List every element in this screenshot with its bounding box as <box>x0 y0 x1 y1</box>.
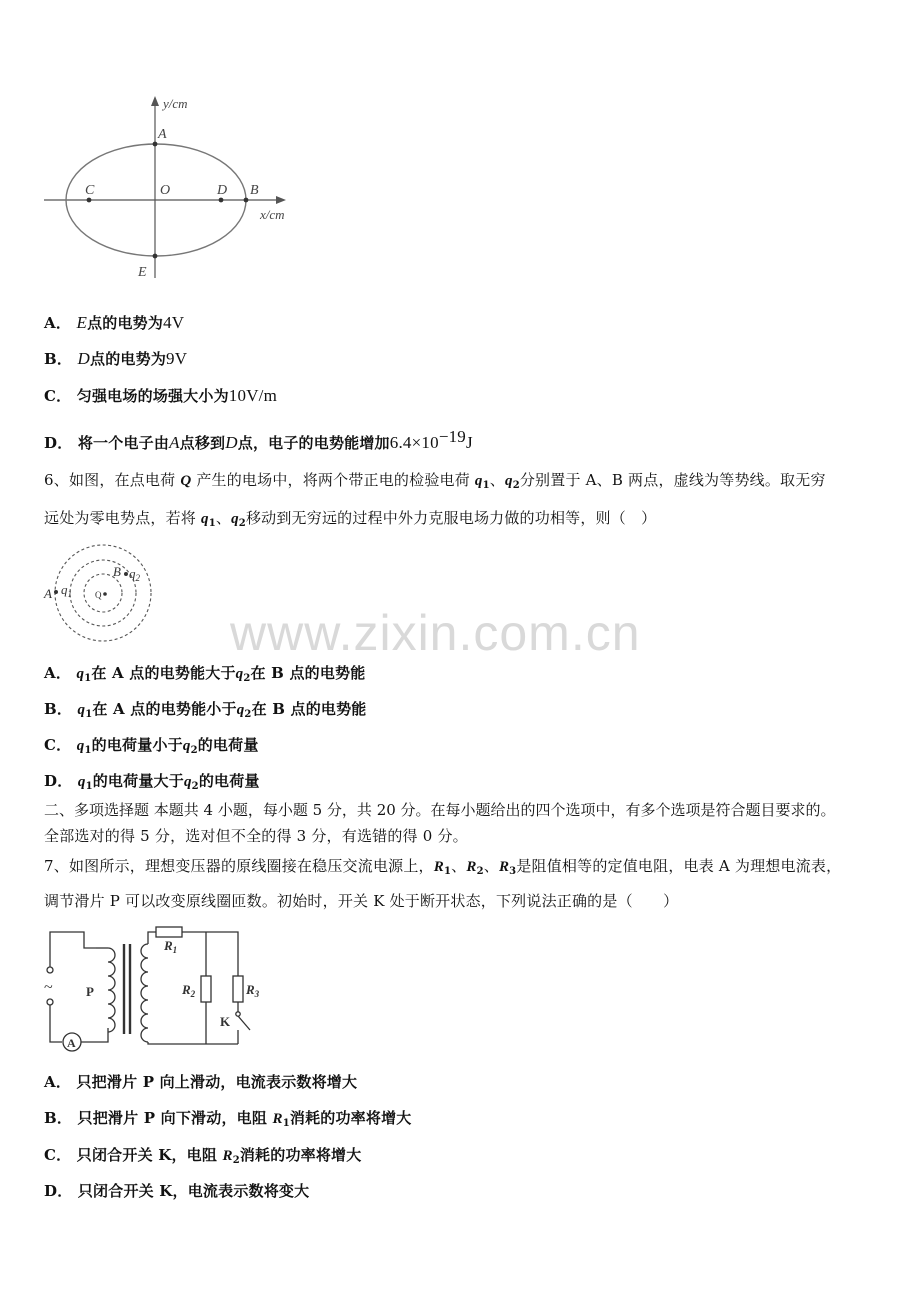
q5-option-a[interactable]: A． E点的电势为4V <box>44 313 185 332</box>
switch-k-contact <box>236 1012 240 1016</box>
switch-k-blade <box>238 1016 250 1030</box>
source-symbol: ~ <box>44 979 53 996</box>
fig-label-q2: $q_2$ <box>129 566 140 583</box>
ellipse-figure-svg <box>40 92 300 282</box>
fig-label-a: A <box>44 586 52 601</box>
transformer-circuit-svg <box>36 922 276 1058</box>
source-terminal-top <box>47 967 53 973</box>
label-d: D <box>217 183 228 198</box>
point-a-dot <box>54 590 58 594</box>
primary-wire-bottom <box>50 1005 62 1042</box>
label-o: O <box>160 183 171 198</box>
q7-option-b[interactable]: B． 只把滑片 P 向下滑动，电阻 $R_1$消耗的功率将增大 <box>44 1109 412 1129</box>
q6-option-c[interactable]: C． $q_1$的电荷量小于$q_2$的电荷量 <box>44 736 259 756</box>
section2-line2: 全部选对的得 5 分，选对但不全的得 3 分，有选错的得 0 分。 <box>44 827 468 845</box>
resistor-r1 <box>156 927 182 937</box>
point-a <box>153 142 158 147</box>
resistor-r2 <box>201 976 211 1002</box>
q6-stem-line1: 6、如图，在点电荷 Q 产生的电场中，将两个带正电的检验电荷 $q_1$、$q_2$分别置于 A、B 两点，虚线为等势线。取无穷 <box>44 471 826 491</box>
charge-q-dot <box>103 592 107 596</box>
equipotential-middle <box>70 560 136 626</box>
q7-stem-line2: 调节滑片 P 可以改变原线圈匝数。初始时，开关 K 处于断开状态，下列说法正确的是（ ） <box>44 892 679 910</box>
point-b-dot <box>124 572 128 576</box>
label-c: C <box>85 183 95 198</box>
fig-label-q: Q <box>95 590 102 600</box>
point-d <box>219 198 224 203</box>
point-b <box>244 198 249 203</box>
x-axis-label: x/cm <box>260 207 285 222</box>
point-e <box>153 254 158 259</box>
label-r2: $R_2$ <box>182 982 196 999</box>
q6-option-b[interactable]: B． $q_1$在 A 点的电势能小于$q_2$在 B 点的电势能 <box>44 700 367 720</box>
label-r3: $R_3$ <box>246 982 260 999</box>
fig-label-q1: $q_1$ <box>61 582 72 599</box>
secondary-wire-top-right <box>182 932 238 948</box>
q7-option-d[interactable]: D． 只闭合开关 K，电流表示数将变大 <box>44 1182 310 1200</box>
slider-label: P <box>86 984 94 999</box>
q5-option-c[interactable]: C． 匀强电场的场强大小为10V/m <box>44 386 278 405</box>
y-axis-arrow <box>151 96 159 106</box>
q7-stem-line1: 7、如图所示，理想变压器的原线圈接在稳压交流电源上，$R_1$、$R_2$、$R_3$是阻值相等的定值电阻，电表 A 为理想电流表， <box>44 857 842 877</box>
q6-stem-line2: 远处为零电势点，若将 $q_1$、$q_2$移动到无穷远的过程中外力克服电场力做的功相等，则（ ） <box>44 509 657 529</box>
section2-line1: 二、多项选择题 本题共 4 小题，每小题 5 分，共 20 分。在每小题给出的四个选项中，有多个选项是符合题目要求的。 <box>44 801 836 819</box>
secondary-wire-top <box>148 932 156 944</box>
x-axis-arrow <box>276 196 286 204</box>
label-a: A <box>158 127 167 142</box>
q5-option-d[interactable]: D． 将一个电子由A点移到D点，电子的电势能增加$6.4\times 10^{-19}J$ <box>44 427 473 452</box>
primary-coil <box>108 948 115 1032</box>
q6-option-d[interactable]: D． $q_1$的电荷量大于$q_2$的电荷量 <box>44 772 260 792</box>
equipotential-inner <box>84 574 122 612</box>
q7-option-a[interactable]: A． 只把滑片 P 向上滑动，电流表示数将增大 <box>44 1073 358 1091</box>
secondary-wire-bottom <box>148 1042 238 1044</box>
transformer-circuit-figure <box>36 922 276 1058</box>
equipotential-figure <box>40 542 164 646</box>
q6-option-a[interactable]: A． $q_1$在 A 点的电势能大于$q_2$在 B 点的电势能 <box>44 664 366 684</box>
primary-wire-return <box>81 1028 108 1042</box>
secondary-coil <box>141 944 148 1042</box>
ellipse-figure <box>40 92 300 282</box>
y-axis-label: y/cm <box>163 96 188 111</box>
q7-option-c[interactable]: C． 只闭合开关 K，电阻 $R_2$消耗的功率将增大 <box>44 1146 362 1166</box>
primary-wire-top <box>50 932 96 967</box>
label-k: K <box>220 1014 231 1029</box>
source-terminal-bottom <box>47 999 53 1005</box>
q5-option-b[interactable]: B． D点的电势为9V <box>44 349 188 368</box>
resistor-r3 <box>233 976 243 1002</box>
fig-label-b: B <box>113 564 121 579</box>
ammeter-label: A <box>67 1036 76 1050</box>
equipotential-figure-svg <box>40 542 164 646</box>
watermark: www.zixin.com.cn <box>230 605 641 661</box>
label-b: B <box>250 183 259 198</box>
label-e: E <box>138 265 147 280</box>
point-c <box>87 198 92 203</box>
label-r1: $R_1$ <box>164 938 178 955</box>
